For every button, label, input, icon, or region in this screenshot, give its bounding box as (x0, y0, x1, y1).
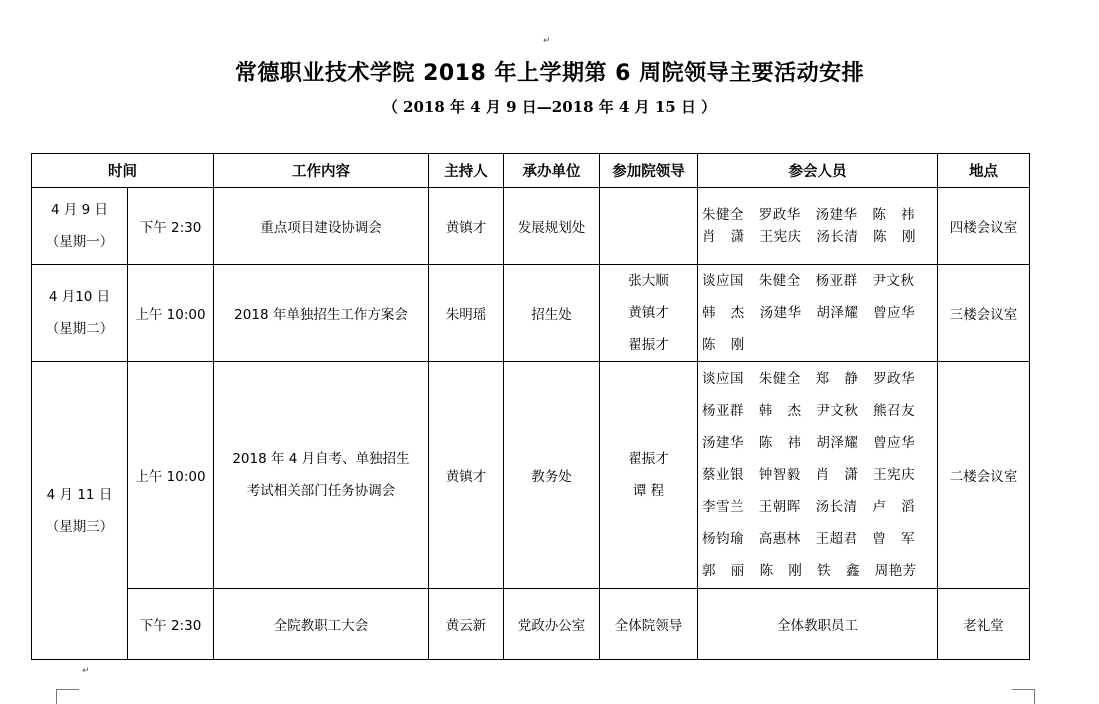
attendees-line: 李雪兰 王朝晖 汤长清 卢 滔 (702, 499, 916, 515)
paragraph-mark: ↵ (82, 666, 90, 676)
host-cell: 黄云新 (429, 589, 504, 660)
table-row (32, 265, 1030, 362)
attendees-line: 杨亚群 韩 杰 尹文秋 熊召友 (702, 403, 916, 419)
leaders-cell (600, 362, 698, 589)
attendees-line: 陈 刚 (702, 337, 745, 353)
leaders-cell (600, 188, 698, 265)
host-cell: 黄镇才 (429, 362, 504, 589)
date-cell (32, 188, 128, 265)
unit-cell: 教务处 (504, 362, 600, 589)
header-leaders: 参加院领导 (600, 154, 698, 188)
content-line: 考试相关部门任务协调会 (246, 483, 396, 499)
location-cell: 二楼会议室 (938, 362, 1030, 589)
header-time: 时间 (32, 154, 214, 188)
attendees-line: 蔡业银 钟智毅 肖 潇 王宪庆 (702, 467, 916, 483)
date: 4 月10 日 (48, 289, 111, 305)
content-line: 2018 年 4 月自考、单独招生 (232, 451, 410, 467)
leader-name: 翟振才 (628, 451, 669, 467)
table-row (32, 188, 1030, 265)
page-corner-marker (56, 689, 79, 704)
header-host: 主持人 (429, 154, 504, 188)
weekday: （星期一） (45, 234, 114, 250)
header-row (32, 154, 1030, 188)
header-location: 地点 (938, 154, 1030, 188)
unit-cell: 党政办公室 (504, 589, 600, 660)
attendees-line: 郭 丽 陈 刚 铁 鑫 周艳芳 (702, 563, 917, 579)
time-cell: 上午 10:00 (128, 362, 214, 589)
leaders-cell (600, 265, 698, 362)
leaders-cell: 全体院领导 (600, 589, 698, 660)
weekday: （星期三） (45, 518, 114, 535)
attendees-cell (698, 265, 938, 362)
attendees-cell (698, 362, 938, 589)
content-cell: 全院教职工大会 (214, 589, 429, 660)
page-corner-marker (1012, 689, 1035, 704)
host-cell: 黄镇才 (429, 188, 504, 265)
table-row (32, 589, 1030, 660)
attendees-cell (698, 188, 938, 265)
date-cell (32, 265, 128, 362)
date-cell (32, 362, 128, 660)
leader-name: 谭 程 (632, 483, 665, 499)
attendees-line: 谈应国 朱健全 杨亚群 尹文秋 (702, 273, 915, 289)
attendees-line: 朱健全 罗政华 汤建华 陈 祎 (702, 207, 916, 223)
header-content: 工作内容 (214, 154, 429, 188)
time-cell: 上午 10:00 (128, 265, 214, 362)
attendees-line: 谈应国 朱健全 郑 静 罗政华 (702, 371, 916, 387)
attendees-line: 韩 杰 汤建华 胡泽耀 曾应华 (702, 305, 916, 321)
header-attendees: 参会人员 (698, 154, 938, 188)
leader-name: 翟振才 (628, 337, 669, 353)
leader-name: 黄镇才 (628, 305, 669, 321)
attendees-line: 汤建华 陈 祎 胡泽耀 曾应华 (702, 435, 916, 451)
leader-name: 张大顺 (628, 273, 669, 289)
location-cell: 三楼会议室 (938, 265, 1030, 362)
table-row (32, 362, 1030, 589)
paragraph-mark: ↵ (543, 36, 551, 46)
schedule-table (31, 153, 1030, 660)
unit-cell: 发展规划处 (504, 188, 600, 265)
location-cell: 四楼会议室 (938, 188, 1030, 265)
date: 4 月 9 日 (50, 202, 109, 218)
attendees-line: 肖 潇 王宪庆 汤长清 陈 刚 (702, 229, 916, 245)
content-cell (214, 362, 429, 589)
unit-cell: 招生处 (504, 265, 600, 362)
content-cell: 2018 年单独招生工作方案会 (214, 265, 429, 362)
attendees-cell: 全体教职员工 (698, 589, 938, 660)
location-cell: 老礼堂 (938, 589, 1030, 660)
content-cell: 重点项目建设协调会 (214, 188, 429, 265)
page-title: 常德职业技术学院 2018 年上学期第 6 周院领导主要活动安排 (234, 61, 865, 86)
attendees-line: 杨钧瑜 高惠林 王超君 曾 军 (702, 531, 916, 547)
time-cell: 下午 2:30 (128, 589, 214, 660)
host-cell: 朱明瑶 (429, 265, 504, 362)
date: 4 月 11 日 (46, 486, 113, 503)
time-cell: 下午 2:30 (128, 188, 214, 265)
header-unit: 承办单位 (504, 154, 600, 188)
weekday: （星期二） (45, 321, 114, 337)
page-subtitle: （ 2018 年 4 月 9 日—2018 年 4 月 15 日 ） (382, 98, 717, 116)
